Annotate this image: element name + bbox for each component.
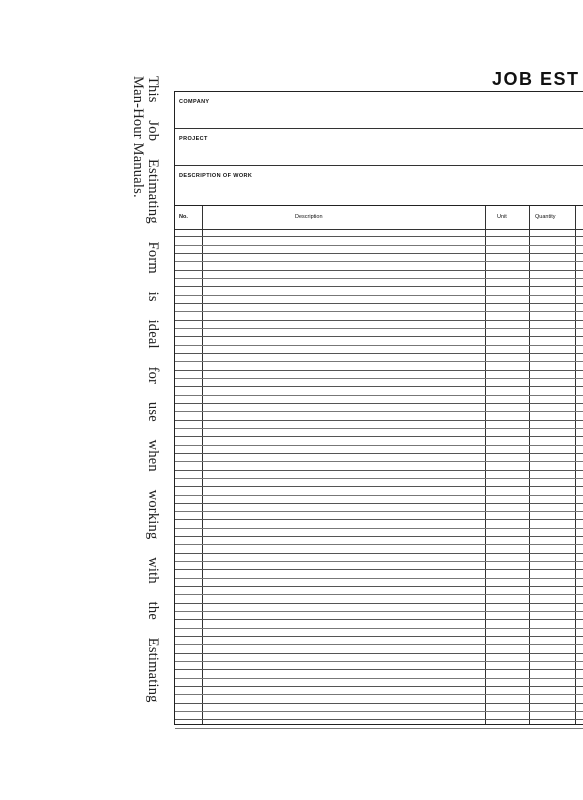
table-row[interactable] <box>175 629 583 637</box>
estimate-table <box>175 206 583 724</box>
side-note-line-2: Man-Hour Manuals. <box>130 76 146 198</box>
table-row[interactable] <box>175 304 583 312</box>
table-row[interactable] <box>175 496 583 504</box>
table-row[interactable] <box>175 421 583 429</box>
table-row[interactable] <box>175 595 583 603</box>
table-row[interactable] <box>175 504 583 512</box>
table-row[interactable] <box>175 670 583 678</box>
table-row[interactable] <box>175 237 583 245</box>
table-row[interactable] <box>175 579 583 587</box>
form-title: JOB EST <box>492 69 580 89</box>
table-row[interactable] <box>175 471 583 479</box>
table-row[interactable] <box>175 720 583 728</box>
table-row[interactable] <box>175 562 583 570</box>
table-row[interactable] <box>175 687 583 695</box>
table-row[interactable] <box>175 554 583 562</box>
table-row[interactable] <box>175 279 583 287</box>
table-row[interactable] <box>175 654 583 662</box>
table-rows <box>175 229 583 724</box>
table-row[interactable] <box>175 695 583 703</box>
column-header-description: Description <box>295 214 323 220</box>
table-row[interactable] <box>175 312 583 320</box>
description-of-work-field[interactable] <box>175 166 583 206</box>
table-row[interactable] <box>175 262 583 270</box>
company-label: COMPANY <box>179 99 210 105</box>
table-row[interactable] <box>175 396 583 404</box>
company-field[interactable] <box>175 92 583 129</box>
column-header-quantity: Quantity <box>535 214 556 220</box>
table-row[interactable] <box>175 662 583 670</box>
table-row[interactable] <box>175 620 583 628</box>
table-row[interactable] <box>175 337 583 345</box>
table-row[interactable] <box>175 404 583 412</box>
table-row[interactable] <box>175 545 583 553</box>
table-header <box>175 206 583 230</box>
table-row[interactable] <box>175 454 583 462</box>
column-header-unit: Unit <box>497 214 507 220</box>
table-row[interactable] <box>175 287 583 295</box>
table-row[interactable] <box>175 612 583 620</box>
project-field[interactable] <box>175 129 583 166</box>
table-row[interactable] <box>175 604 583 612</box>
table-row[interactable] <box>175 712 583 720</box>
table-row[interactable] <box>175 371 583 379</box>
table-row[interactable] <box>175 587 583 595</box>
table-row[interactable] <box>175 512 583 520</box>
table-row[interactable] <box>175 437 583 445</box>
table-row[interactable] <box>175 537 583 545</box>
table-row[interactable] <box>175 645 583 653</box>
table-row[interactable] <box>175 354 583 362</box>
table-row[interactable] <box>175 529 583 537</box>
job-estimating-form <box>174 91 583 725</box>
table-row[interactable] <box>175 637 583 645</box>
table-row[interactable] <box>175 329 583 337</box>
table-row[interactable] <box>175 229 583 237</box>
table-row[interactable] <box>175 520 583 528</box>
table-row[interactable] <box>175 271 583 279</box>
table-row[interactable] <box>175 412 583 420</box>
table-row[interactable] <box>175 379 583 387</box>
table-row[interactable] <box>175 462 583 470</box>
table-row[interactable] <box>175 254 583 262</box>
table-row[interactable] <box>175 429 583 437</box>
table-row[interactable] <box>175 321 583 329</box>
table-row[interactable] <box>175 570 583 578</box>
table-row[interactable] <box>175 246 583 254</box>
table-row[interactable] <box>175 362 583 370</box>
table-row[interactable] <box>175 346 583 354</box>
description-of-work-label: DESCRIPTION OF WORK <box>179 173 253 179</box>
table-row[interactable] <box>175 296 583 304</box>
table-row[interactable] <box>175 704 583 712</box>
table-row[interactable] <box>175 446 583 454</box>
side-note-text <box>130 76 160 703</box>
side-note-line-1: This Job Estimating Form is ideal for use when working with the Estimating <box>145 76 161 703</box>
table-row[interactable] <box>175 679 583 687</box>
table-row[interactable] <box>175 479 583 487</box>
project-label: PROJECT <box>179 136 208 142</box>
column-header-no: No. <box>179 214 188 220</box>
table-row[interactable] <box>175 487 583 495</box>
table-row[interactable] <box>175 387 583 395</box>
